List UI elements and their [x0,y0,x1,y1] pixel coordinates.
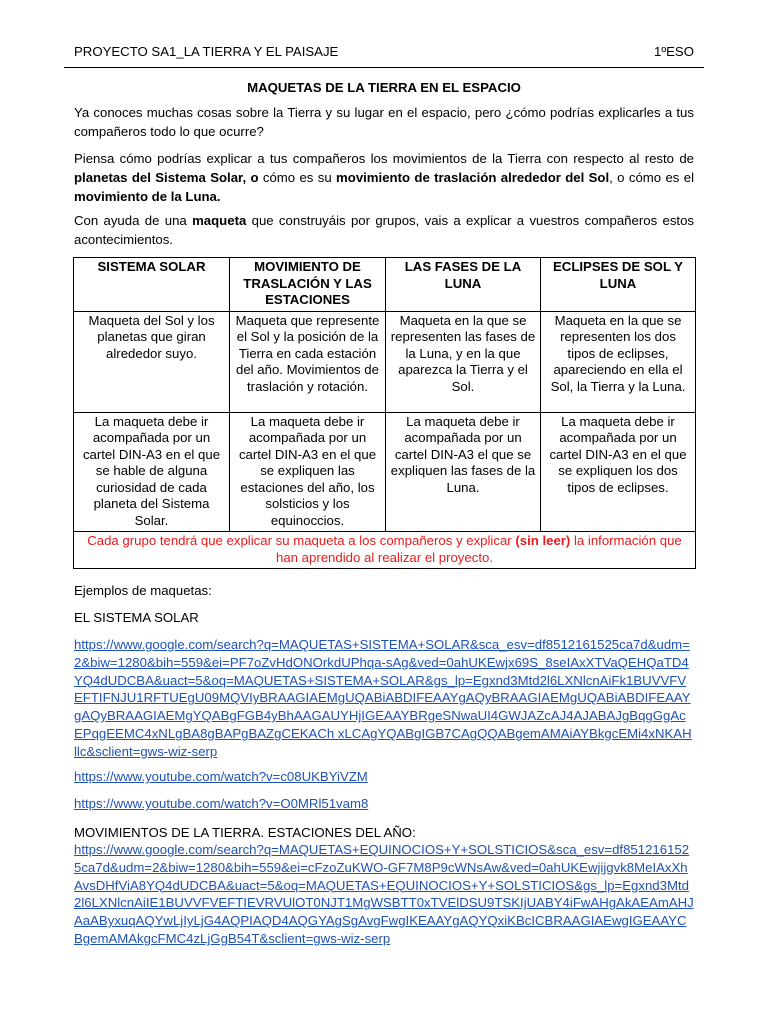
intro-bold-text: planetas del Sistema Solar, o [74,170,259,185]
table-cell: Maqueta del Sol y los planetas que giran alrededor suyo. [74,311,230,412]
table-header-cell: SISTEMA SOLAR [74,258,230,312]
solar-system-google-link[interactable]: https://www.google.com/search?q=MAQUETAS+SISTEMA+SOLAR&sca_esv=df8512161525ca7d&udm=2&biw=1280&bih=559&ei=PF7oZvHdONOrkdUPhqa-sAg&ved=0ahUKEwjx69S_8seIAxXTVaQEHQaTD4YQ4dUDCBA&uact=5&oq=MAQUETAS+SISTEMA+SOLAR&gs_lp=Egxnd3Mtd2l6LXNlcnAiFk1BUVVFVEFTIFNJU1RFTUEgU09MQVIyBRAAGIAEMgUQABiABDIFEAAYgAQyBRAAGIAEMgUQABiABDIFEAAYgAQyBRAAGIAEMgYQABgFGB4yBhAAGAUYHjIGEAAYBRgeSNwaUI4GWJAZcAJ4AJABAJgBqgGgAcEPqgEEMC4xNLgBA8gBAPgBAZgCEKACh xLCAgYQABgIGB7CAgQQABgemAMAiAYBkgcEMi4xNKAHllc&sclient=gws-wiz-serp [74,637,692,759]
table-header-cell: LAS FASES DE LA LUNA [386,258,541,312]
intro-bold-text: maqueta [192,213,247,228]
intro-text: , o cómo es el [609,170,694,185]
solar-system-heading: EL SISTEMA SOLAR [74,610,199,625]
table-cell: La maqueta debe ir acompañada por un cartel DIN-A3 en el que se expliquen las estaciones del año, los solsticios y los equinoccios. [230,412,386,532]
intro-paragraph-2 [74,149,694,206]
table-cell: La maqueta debe ir acompañada por un cartel DIN-A3 el que se expliquen las fases de la Luna. [386,412,541,532]
table-footer-row [74,532,696,569]
page-header [74,44,694,59]
header-project-title: PROYECTO SA1_LA TIERRA Y EL PAISAJE [74,44,339,59]
examples-heading: Ejemplos de maquetas: [74,583,212,598]
table-header-cell: ECLIPSES DE SOL Y LUNA [541,258,696,312]
intro-text: Con ayuda de una [74,213,193,228]
table-cell: La maqueta debe ir acompañada por un cartel DIN-A3 en el que se hable de alguna curiosidad de cada planeta del Sistema Solar. [74,412,230,532]
table-header-row [74,258,696,312]
seasons-google-link[interactable]: https://www.google.com/search?q=MAQUETAS+EQUINOCIOS+Y+SOLSTICIOS&sca_esv=df8512161525ca7d&udm=2&biw=1280&bih=559&ei=cFzoZuKWO-GF7M8P9cWNsAw&ved=0ahUKEwjijgvk8MeIAxXhAvsDHfViA8YQ4dUDCBA&uact=5&oq=MAQUETAS+EQUINOCIOS+Y+SOLSTICIOS&gs_lp=Egxnd3Mtd2l6LXNlcnAiIE1BUVVFVEFTIEVRVUlOT0NJT1MgWSBTT0xTVElDSU9TSKIjUABY4iFwAHgAkAEAmAHJAaAByxuqAQYwLjIyLjG4AQPIAQD4AQGYAgSgAvgFwgIKEAAYgAQYQxiKBcICBRAAGIAEwgIGEAAYCBgemAMAkgcFMC4zLjGgB54T&sclient=gws-wiz-serp [74,842,694,946]
table-cell: Maqueta que represente el Sol y la posición de la Tierra en cada estación del año. Movimientos de traslación y rotación. [230,311,386,412]
footer-text: Cada grupo tendrá que explicar su maqueta a los compañeros y explicar [87,533,516,548]
table-cell: Maqueta en la que se representen las fases de la Luna, y en la que aparezca la Tierra y el Sol. [386,311,541,412]
intro-text: cómo es su [258,170,337,185]
table-header-cell: MOVIMIENTO DE TRASLACIÓN Y LAS ESTACIONES [230,258,386,312]
seasons-heading: MOVIMIENTOS DE LA TIERRA. ESTACIONES DEL AÑO: [74,825,416,840]
footer-text: la información que han aprendido al realizar el proyecto. [276,533,682,565]
table-footer-note [74,532,696,569]
youtube-link-1[interactable]: https://www.youtube.com/watch?v=c08UKBYiVZM [74,769,368,784]
footer-bold-text: (sin leer) [515,533,571,548]
document-title: MAQUETAS DE LA TIERRA EN EL ESPACIO [247,80,521,95]
intro-paragraph-3 [74,211,694,249]
projects-table [73,257,696,569]
table-row [74,311,696,412]
intro-bold-text: movimiento de la Luna. [74,189,221,204]
youtube-link-2[interactable]: https://www.youtube.com/watch?v=O0MRl51vam8 [74,796,369,811]
header-grade: 1ºESO [653,44,694,59]
intro-text: que construyáis por grupos, vais a explicar a vuestros compañeros estos acontecimientos. [74,213,694,247]
table-cell: La maqueta debe ir acompañada por un cartel DIN-A3 en el que se expliquen los dos tipos de eclipses. [541,412,696,532]
table-row [74,412,696,532]
intro-paragraph-1: Ya conoces muchas cosas sobre la Tierra y su lugar en el espacio, pero ¿cómo podrías explicarles a tus compañeros todo lo que ocurre? [74,105,694,139]
intro-text: Piensa cómo podrías explicar a tus compañeros los movimientos de la Tierra con respecto al resto de [74,151,694,166]
header-divider [64,67,704,68]
intro-bold-text: movimiento de traslación alrededor del Sol [336,170,610,185]
table-cell: Maqueta en la que se representen los dos tipos de eclipses, apareciendo en ella el Sol, la Tierra y la Luna. [541,311,696,412]
